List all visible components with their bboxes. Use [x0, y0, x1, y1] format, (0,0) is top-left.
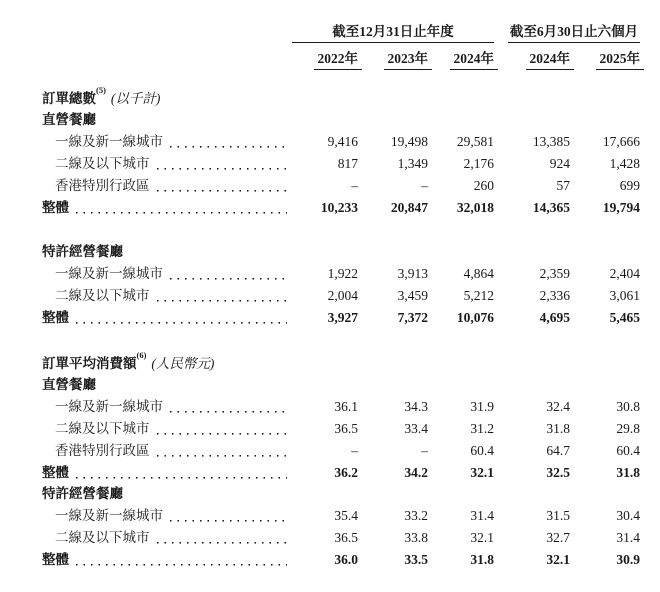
dot-leader: [157, 165, 288, 170]
value-cell: 29.8: [616, 421, 640, 436]
value-cell: 57: [556, 178, 570, 193]
value-cell: 3,927: [327, 310, 358, 325]
value-cell: 31.4: [470, 508, 494, 523]
row-label: 一線及新一線城市: [55, 399, 163, 414]
value-cell: 19,498: [390, 134, 428, 149]
value-cell: 1,349: [397, 156, 428, 171]
dot-leader: [170, 408, 287, 413]
table-row: [0, 172, 660, 194]
footnote-marker: (5): [96, 84, 106, 95]
table-row: [0, 524, 660, 546]
value-cell: 31.8: [616, 465, 640, 480]
dot-leader: [157, 539, 288, 544]
dot-leader: [157, 452, 288, 457]
year-column-2022: [292, 47, 358, 70]
total-row: [0, 546, 660, 568]
year-column-2024-interim: [508, 47, 570, 70]
value-cell: 34.2: [404, 465, 428, 480]
value-cell: 924: [549, 156, 570, 171]
value-cell: 5,465: [609, 310, 640, 325]
dot-leader: [157, 297, 288, 302]
column-groups-row: [0, 22, 660, 43]
value-cell: 32.1: [470, 530, 494, 545]
value-cell: 17,666: [602, 134, 640, 149]
total-row: [0, 459, 660, 481]
total-label: 整體: [42, 552, 69, 567]
section-title-row: [0, 351, 660, 372]
table-row: [0, 150, 660, 172]
year-column-2023: [358, 47, 428, 70]
row-label: 一線及新一線城市: [55, 266, 163, 281]
value-cell: 33.5: [404, 552, 428, 567]
year-header-label: 2025年: [596, 47, 645, 70]
value-cell: 2,336: [539, 288, 570, 303]
dot-leader: [170, 517, 287, 522]
value-cell: 31.8: [546, 421, 570, 436]
table-row: [0, 502, 660, 524]
value-cell: 13,385: [532, 134, 570, 149]
value-cell: 20,847: [390, 200, 428, 215]
dot-leader: [76, 474, 287, 479]
row-label: 香港特別行政區: [55, 178, 150, 193]
total-label: 整體: [42, 310, 69, 325]
value-cell: 60.4: [470, 443, 494, 458]
value-cell: 9,416: [327, 134, 358, 149]
value-cell: 7,372: [397, 310, 428, 325]
column-group-year-ended-dec31: 截至12月31日止年度: [292, 20, 494, 43]
value-cell: 10,076: [456, 310, 494, 325]
value-cell: 30.9: [616, 552, 640, 567]
value-cell: 5,212: [463, 288, 494, 303]
section-title-text: 訂單總數: [42, 91, 96, 106]
value-cell: 4,864: [463, 266, 494, 281]
value-cell: 32.1: [470, 465, 494, 480]
total-row: [0, 304, 660, 326]
column-group-six-months-jun30: 截至6月30日止六個月: [508, 20, 640, 43]
restaurant-type-header: 特許經營餐廳: [42, 486, 123, 501]
value-cell: 2,404: [609, 266, 640, 281]
value-cell: 30.4: [616, 508, 640, 523]
value-cell: 32,018: [456, 200, 494, 215]
value-cell: 31.8: [470, 552, 494, 567]
restaurant-type-header-row: [0, 107, 660, 128]
table-row: [0, 260, 660, 282]
value-cell: 1,428: [609, 156, 640, 171]
value-cell: 2,176: [463, 156, 494, 171]
value-cell: 2,004: [327, 288, 358, 303]
value-cell: 36.1: [334, 399, 358, 414]
unit-note: (以千計): [110, 91, 161, 106]
row-label: 一線及新一線城市: [55, 508, 163, 523]
restaurant-type-header: 特許經營餐廳: [42, 244, 123, 259]
total-label: 整體: [42, 465, 69, 480]
table-row: [0, 128, 660, 150]
footnote-marker: (6): [136, 349, 147, 360]
restaurant-type-header-row: [0, 239, 660, 260]
value-cell: 33.2: [404, 508, 428, 523]
row-label: 二線及以下城市: [55, 530, 150, 545]
row-label: 一線及新一線城市: [55, 134, 163, 149]
value-cell: 10,233: [320, 200, 358, 215]
table-row: [0, 393, 660, 415]
section-title: [42, 349, 215, 372]
year-column-2024: [428, 47, 494, 70]
unit-note: (人民幣元): [151, 356, 215, 371]
value-cell: 19,794: [602, 200, 640, 215]
restaurant-type-header: 直營餐廳: [42, 377, 96, 392]
year-header-label: 2024年: [450, 47, 499, 70]
value-cell: –: [421, 178, 428, 193]
value-cell: 699: [619, 178, 640, 193]
row-label: 二線及以下城市: [55, 156, 150, 171]
value-cell: 32.7: [546, 530, 570, 545]
value-cell: 29,581: [456, 134, 494, 149]
table-body: [0, 86, 660, 568]
value-cell: –: [351, 178, 358, 193]
value-cell: 817: [337, 156, 358, 171]
value-cell: 32.5: [546, 465, 570, 480]
value-cell: 31.9: [470, 399, 494, 414]
year-header-label: 2022年: [314, 47, 363, 70]
dot-leader: [157, 187, 288, 192]
value-cell: 35.4: [334, 508, 358, 523]
value-cell: 32.4: [546, 399, 570, 414]
value-cell: 36.2: [334, 465, 358, 480]
total-label: 整體: [42, 200, 69, 215]
dot-leader: [76, 319, 287, 324]
restaurant-type-header-row: [0, 372, 660, 393]
row-label: 二線及以下城市: [55, 421, 150, 436]
row-label: 二線及以下城市: [55, 288, 150, 303]
dot-leader: [170, 275, 287, 280]
value-cell: 31.4: [616, 530, 640, 545]
dot-leader: [76, 561, 287, 566]
section-title: [42, 84, 161, 107]
value-cell: 36.0: [334, 552, 358, 567]
dot-leader: [170, 143, 287, 148]
dot-leader: [157, 430, 288, 435]
section-title-row: [0, 86, 660, 107]
dot-leader: [76, 209, 287, 214]
value-cell: 2,359: [539, 266, 570, 281]
value-cell: –: [421, 443, 428, 458]
value-cell: 31.2: [470, 421, 494, 436]
year-header-label: 2023年: [384, 47, 433, 70]
value-cell: 3,459: [397, 288, 428, 303]
value-cell: 36.5: [334, 421, 358, 436]
row-label: 香港特別行政區: [55, 443, 150, 458]
table-row: [0, 437, 660, 459]
value-cell: 33.4: [404, 421, 428, 436]
table-row: [0, 415, 660, 437]
year-headers-row: [0, 43, 660, 70]
total-row: [0, 194, 660, 216]
value-cell: 36.5: [334, 530, 358, 545]
value-cell: –: [351, 443, 358, 458]
value-cell: 33.8: [404, 530, 428, 545]
value-cell: 260: [473, 178, 494, 193]
section-title-text: 訂單平均消費額: [42, 356, 137, 371]
value-cell: 3,061: [609, 288, 640, 303]
value-cell: 34.3: [404, 399, 428, 414]
value-cell: 31.5: [546, 508, 570, 523]
year-column-2025-interim: [570, 47, 640, 70]
value-cell: 4,695: [539, 310, 570, 325]
restaurant-type-header-row: [0, 481, 660, 502]
value-cell: 1,922: [327, 266, 358, 281]
value-cell: 64.7: [546, 443, 570, 458]
table-row: [0, 282, 660, 304]
value-cell: 60.4: [616, 443, 640, 458]
restaurant-type-header: 直營餐廳: [42, 112, 96, 127]
value-cell: 32.1: [546, 552, 570, 567]
value-cell: 14,365: [532, 200, 570, 215]
value-cell: 3,913: [397, 266, 428, 281]
year-header-label: 2024年: [526, 47, 575, 70]
value-cell: 30.8: [616, 399, 640, 414]
